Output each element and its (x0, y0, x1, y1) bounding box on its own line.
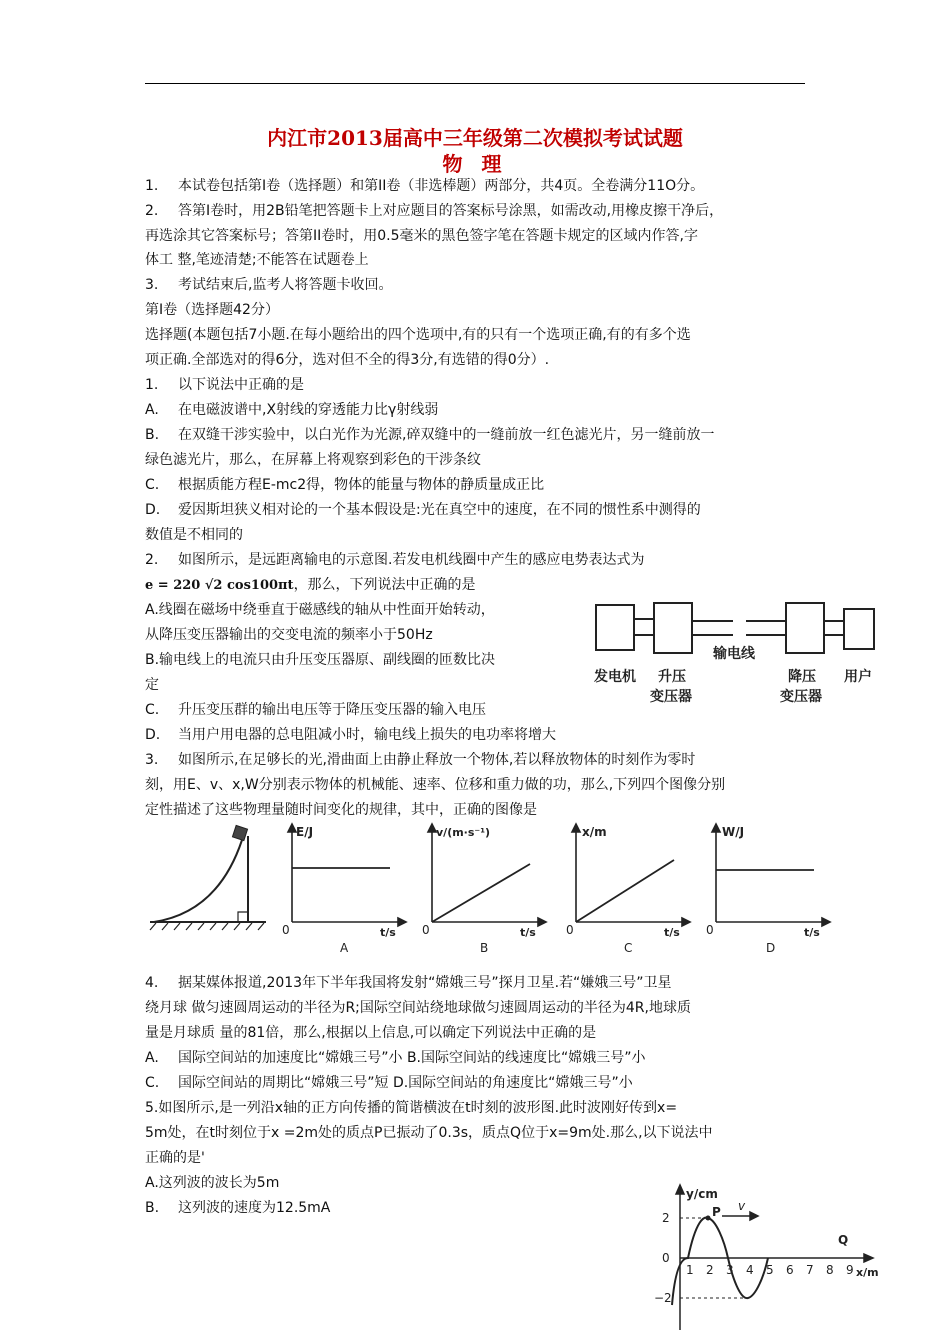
graph-label: D (766, 941, 776, 954)
step-up-label: 升压 (658, 669, 686, 685)
y-tick: 0 (662, 1251, 670, 1265)
user-box (844, 609, 874, 649)
graph-label: C (624, 941, 633, 954)
q2-option-c: C. 升压变压群的输出电压等于降压变压器的输入电压 (145, 702, 486, 718)
instruction-2-cont: 再选涂其它答案标号；答第II卷时，用0.5毫米的黑色签字笔在答题卡规定的区域内作答,字 (145, 228, 698, 244)
q4-options-cd: C. 国际空间站的周期比“嫦娥三号”短 D.国际空间站的角速度比“嫦娥三号”小 (145, 1075, 633, 1091)
q1-option-b-cont: 绿色滤光片，那么，在屏幕上将观察到彩色的干涉条纹 (145, 452, 481, 468)
graph-b (416, 822, 548, 954)
instruction-1: 1. 本试卷包括第I卷（选择题）和第II卷（非选棒题）两部分，共4页。全卷满分11O分。 (145, 178, 705, 194)
x-tick: 3 (726, 1263, 734, 1277)
q1-option-a: A. 在电磁波谱中,X射线的穿透能力比γ射线弱 (145, 402, 439, 418)
q5-stem: 5.如图所示,是一列沿x轴的正方向传播的简谐横波在t时刻的波形图.此时波刚好传到x= (145, 1100, 678, 1116)
q5-option-b: B. 这列波的速度为12.5mA (145, 1200, 331, 1216)
step-down-transformer-box (786, 603, 824, 653)
x-tick: 5 (766, 1263, 774, 1277)
origin-label: 0 (706, 923, 714, 937)
q1-option-d-cont: 数值是不相同的 (145, 527, 243, 543)
transmission-line-label: 输电线 (713, 646, 755, 662)
velocity-label: v (738, 1199, 746, 1213)
graph-label: A (340, 941, 349, 954)
y-axis-label: W/J (722, 825, 745, 839)
q4-stem-cont: 绕月球 做匀速圆周运动的半径为R;国际空间站绕地球做匀速圆周运动的半径为4R,地球质 (145, 1000, 691, 1016)
curved-surface (154, 840, 242, 922)
velocity-line (432, 864, 530, 922)
y-axis-label: v/(m·s⁻¹) (436, 826, 491, 839)
q4-stem-cont: 量是月球质 量的81倍，那么,根据以上信息,可以确定下列说法中正确的是 (145, 1025, 597, 1041)
x-tick: 9 (846, 1263, 854, 1277)
exam-title: 内江市2013届高中三年级第二次模拟考试试题 (267, 126, 683, 150)
q2-option-a-cont: 从降压变压器输出的交变电流的频率小于50Hz (145, 627, 433, 643)
origin-label: 0 (282, 923, 290, 937)
q2-option-b-cont: 定 (145, 677, 159, 693)
x-tick: 4 (746, 1263, 754, 1277)
x-axis-label: t/s (664, 926, 680, 939)
displacement-line (576, 860, 674, 922)
q2-formula: e = 220 √2 cos100πt (145, 578, 294, 593)
origin-label: 0 (422, 923, 430, 937)
q1-option-b: B. 在双缝干涉实验中，以白光作为光源,碎双缝中的一缝前放一红色滤光片，另一缝前放一 (145, 427, 715, 443)
generator-label: 发电机 (594, 669, 636, 685)
q2-option-b: B.输电线上的电流只由升压变压器原、副线圈的匝数比决 (145, 652, 496, 668)
generator-box (596, 605, 634, 650)
y-axis-label: E/J (296, 825, 314, 839)
section-intro: 项正确.全部选对的得6分，选对但不全的得3分,有选错的得0分）. (145, 352, 550, 368)
x-axis-label: t/s (520, 926, 536, 939)
graph-c (560, 822, 692, 954)
transmission-diagram (588, 595, 888, 710)
section-intro: 选择题(本题包括7小题.在每小题给出的四个选项中,有的只有一个选项正确,有的有多个选 (145, 327, 691, 343)
q1-option-d: D. 爱因斯坦狭义相对论的一个基本假设是:光在真空中的速度，在不同的惯性系中测得的 (145, 502, 701, 518)
instruction-2-cont: 体工 整,笔迹清楚;不能答在试题卷上 (145, 252, 369, 268)
y-tick: −2 (654, 1291, 672, 1305)
step-up-transformer-box (654, 603, 692, 653)
q2-option-a: A.线圈在磁场中绕垂直于磁感线的轴从中性面开始转动， (145, 602, 495, 618)
x-tick: 7 (806, 1263, 814, 1277)
origin-label: 0 (566, 923, 574, 937)
q2-option-d: D. 当用户用电器的总电阻减小时，输电线上损失的电功率将增大 (145, 727, 556, 743)
waveform (672, 1218, 768, 1305)
q5-option-a: A.这列波的波长为5m (145, 1175, 280, 1191)
x-tick: 1 (686, 1263, 694, 1277)
x-axis-label: x/m (856, 1266, 879, 1279)
q5-stem-cont: 5m处，在t时刻位于x =2m处的质点P已振动了0.3s，质点Q位于x=9m处.那么,以下说法中 (145, 1125, 713, 1141)
y-axis-label: y/cm (686, 1187, 718, 1201)
point-p-label: P (712, 1205, 721, 1219)
q4-options-ab: A. 国际空间站的加速度比“嫦娥三号”小 B.国际空间站的线速度比“嫦娥三号”小 (145, 1050, 646, 1066)
q1-option-c: C. 根据质能方程E-mc2得，物体的能量与物体的静质量成正比 (145, 477, 545, 493)
curved-ramp-figure (148, 822, 270, 934)
graph-a (276, 822, 408, 954)
subject-title: 物 理 (442, 152, 508, 176)
y-tick: 2 (662, 1211, 670, 1225)
y-axis-label: x/m (582, 825, 607, 839)
instruction-3: 3. 考试结束后,监考人将答题卡收回。 (145, 277, 393, 293)
x-tick: 8 (826, 1263, 834, 1277)
q2-stem: 2. 如图所示，是远距离输电的示意图.若发电机线圈中产生的感应电势表达式为 (145, 552, 645, 568)
right-angle-mark (238, 912, 248, 922)
q3-stem-cont: 刻，用E、v、x,W分别表示物体的机械能、速率、位移和重力做的功，那么,下列四个图像分别 (145, 777, 726, 793)
instruction-2: 2. 答第I卷时，用2B铅笔把答题卡上对应题目的答案标号涂黑，如需改动,用橡皮擦干净后， (145, 203, 724, 219)
user-label: 用户 (844, 669, 872, 685)
x-axis-label: t/s (804, 926, 820, 939)
step-down-label: 降压 (788, 669, 816, 685)
point-p (706, 1216, 711, 1221)
wave-graph (650, 1180, 882, 1338)
block (232, 825, 247, 840)
section-heading: 第I卷（选择题42分） (145, 302, 279, 318)
q3-stem-cont: 定性描述了这些物理量随时间变化的规律，其中，正确的图像是 (145, 802, 537, 818)
point-q-label: Q (838, 1233, 849, 1247)
header-rule (145, 83, 805, 84)
q5-stem-cont: 正确的是' (145, 1150, 205, 1166)
q1-stem: 1. 以下说法中正确的是 (145, 377, 304, 393)
step-up-label: 变压器 (650, 689, 692, 705)
graph-d (700, 822, 832, 954)
x-axis-label: t/s (380, 926, 396, 939)
q2-formula-line: e = 220 √2 cos100πt，那么，下列说法中正确的是 (145, 577, 476, 593)
graph-label: B (480, 941, 489, 954)
q4-stem: 4. 据某媒体报道,2013年下半年我国将发射“嫦娥三号”探月卫星.若“嫌娥三号”卫星 (145, 975, 672, 991)
x-tick: 6 (786, 1263, 794, 1277)
step-down-label: 变压器 (780, 689, 822, 705)
q3-stem: 3. 如图所示,在足够长的光,滑曲面上由静止释放一个物体,若以释放物体的时刻作为零时 (145, 752, 696, 768)
x-tick: 2 (706, 1263, 714, 1277)
